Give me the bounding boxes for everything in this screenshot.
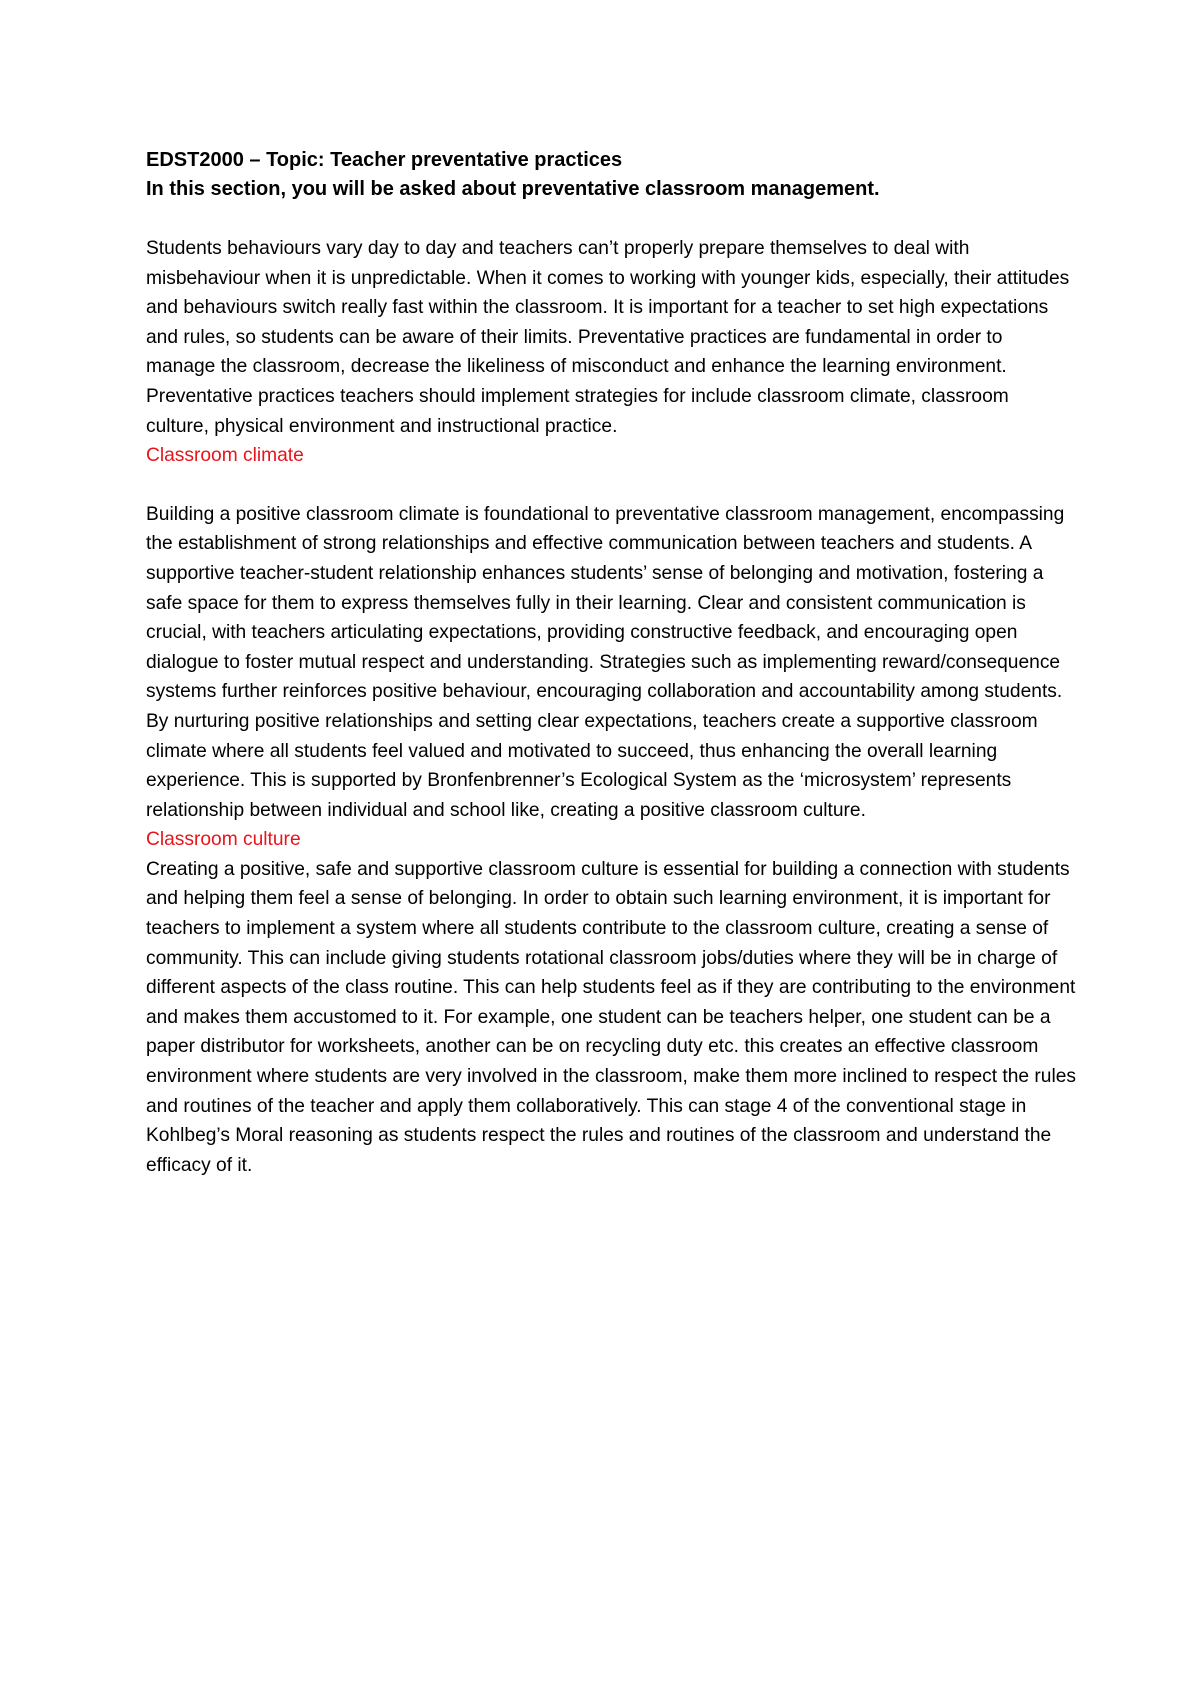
intro-paragraph: Students behaviours vary day to day and teachers can’t properly prepare themselves to deal with misbehaviour when it is unpredictable. When it comes to working with younger kids, especially, their attitudes and behaviours switch really fast within the classroom. It is important for a teacher to set high expectations and rules, so students can be aware of their limits. Preventative practices are fundamental in order to manage the classroom, decrease the likeliness of misconduct and enhance the learning environment. Preventative practices teachers should implement strategies for include classroom climate, classroom culture, physical environment and instructional practice. bbox=[146, 238, 1070, 437]
document-title: EDST2000 – Topic: Teacher preventative practices bbox=[146, 149, 623, 171]
section-body-classroom-culture: Creating a positive, safe and supportive classroom culture is essential for building a connection with students and helping them feel a sense of belonging. In order to obtain such learning environment, it is important for teachers to implement a system where all students contribute to the classroom culture, creating a sense of community. This can include giving students rotational classroom jobs/duties where they will be in charge of different aspects of the class routine. This can help students feel as if they are contributing to the environment and makes them accustomed to it. For example, one student can be teachers helper, one student can be a paper distributor for worksheets, another can be on recycling duty etc. this creates an effective classroom environment where students are very involved in the classroom, make them more inclined to respect the rules and routines of the teacher and apply them collaboratively. This can stage 4 of the conventional stage in Kohlbeg’s Moral reasoning as students respect the rules and routines of the classroom and understand the efficacy of it. bbox=[146, 858, 1076, 1176]
section-heading-classroom-culture: Classroom culture bbox=[146, 829, 301, 851]
document-content bbox=[146, 146, 1076, 1180]
section-heading-classroom-climate: Classroom climate bbox=[146, 445, 304, 467]
section-body-classroom-climate: Building a positive classroom climate is foundational to preventative classroom management, encompassing the establishment of strong relationships and effective communication between teachers and students. A supportive teacher-student relationship enhances students’ sense of belonging and motivation, fostering a safe space for them to express themselves fully in their learning. Clear and consistent communication is crucial, with teachers articulating expectations, providing constructive feedback, and encouraging open dialogue to foster mutual respect and understanding. Strategies such as implementing reward/consequence systems further reinforces positive behaviour, encouraging collaboration and accountability among students. By nurturing positive relationships and setting clear expectations, teachers create a supportive classroom climate where all students feel valued and motivated to succeed, thus enhancing the overall learning experience. This is supported by Bronfenbrenner’s Ecological System as the ‘microsystem’ represents relationship between individual and school like, creating a positive classroom culture. bbox=[146, 503, 1065, 821]
document-subtitle: In this section, you will be asked about preventative classroom management. bbox=[146, 178, 880, 200]
